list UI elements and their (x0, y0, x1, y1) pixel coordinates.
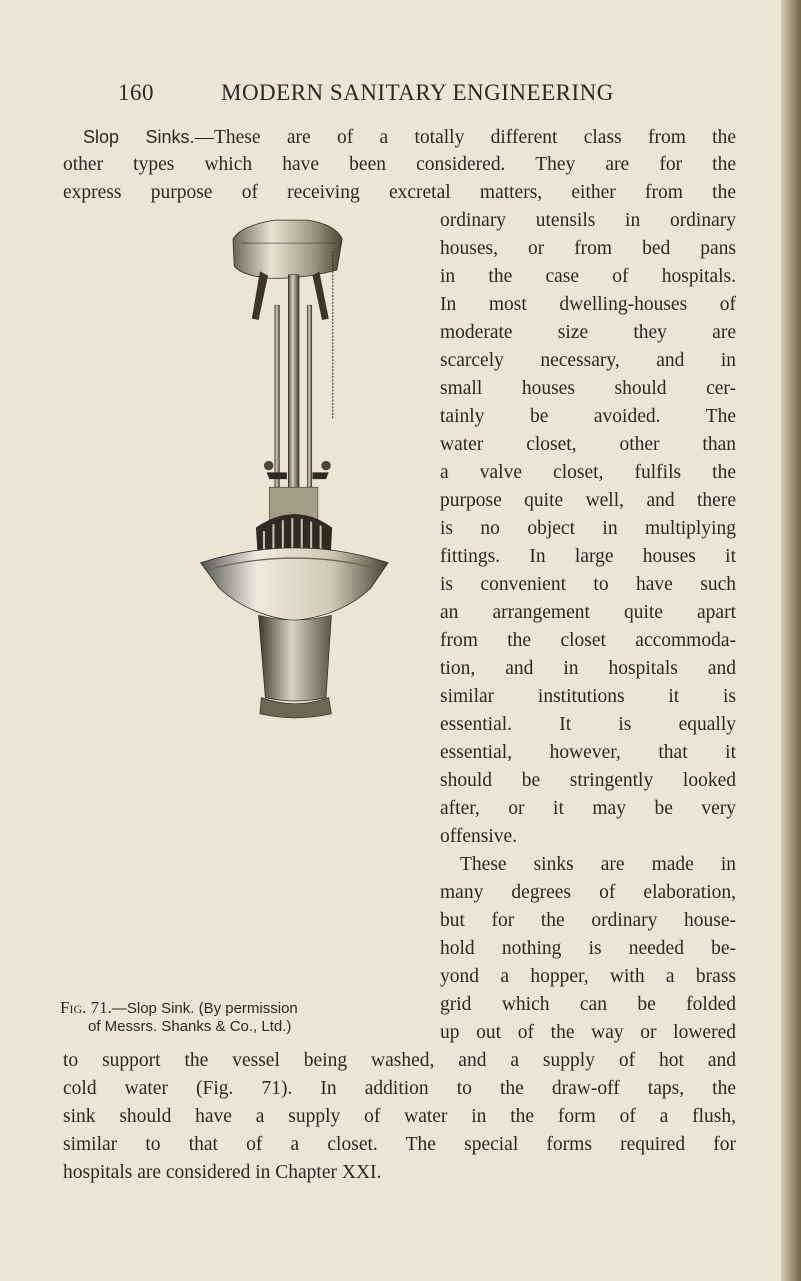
text-line: similar institutions it is (440, 686, 736, 707)
text-line: ordinary utensils in ordinary (440, 210, 736, 231)
text-line: essential. It is equally (440, 714, 736, 735)
text-line: after, or it may be very (440, 798, 736, 819)
text-line: purpose quite well, and there (440, 490, 736, 511)
text-line: express purpose of receiving excretal matters, either from the (63, 182, 736, 203)
text-line: many degrees of elaboration, (440, 882, 736, 903)
running-title: MODERN SANITARY ENGINEERING (221, 80, 614, 105)
text-line: an arrangement quite apart (440, 602, 736, 623)
text-line: scarcely necessary, and in (440, 350, 736, 371)
text-line: but for the ordinary house- (440, 910, 736, 931)
text-line: water closet, other than (440, 434, 736, 455)
text-line: These sinks are made in (460, 854, 736, 875)
text-line: Slop Sinks.—These are of a totally different class from the (83, 127, 736, 148)
figure-label: Fig. 71. (60, 998, 112, 1017)
page-number: 160 (118, 80, 154, 105)
text-line: grid which can be folded (440, 994, 736, 1015)
text-line: from the closet accommoda- (440, 630, 736, 651)
text-line: other types which have been considered. They are for the (63, 154, 736, 175)
running-header (118, 80, 718, 106)
slop-sink-illustration (150, 150, 440, 730)
text-line: is no object in multiplying (440, 518, 736, 539)
text-line: in the case of hospitals. (440, 266, 736, 287)
text-line: cold water (Fig. 71). In addition to the draw-off taps, the (63, 1078, 736, 1099)
section-heading: Slop Sinks. (83, 127, 195, 147)
text-line: fittings. In large houses it (440, 546, 736, 567)
text-line: a valve closet, fulfils the (440, 462, 736, 483)
figure-caption-credit: of Messrs. Shanks & Co., Ltd.) (88, 1018, 292, 1035)
text-line: is convenient to have such (440, 574, 736, 595)
text-line: yond a hopper, with a brass (440, 966, 736, 987)
text-line: tion, and in hospitals and (440, 658, 736, 679)
text-line: similar to that of a closet. The special forms required for (63, 1134, 736, 1155)
text-line: small houses should cer- (440, 378, 736, 399)
text-line: should be stringently looked (440, 770, 736, 791)
text-line: tainly be avoided. The (440, 406, 736, 427)
page-edge (781, 0, 801, 1281)
text-line: In most dwelling-houses of (440, 294, 736, 315)
text-line: up out of the way or lowered (440, 1022, 736, 1043)
text-line: offensive. (440, 826, 518, 847)
text-line: moderate size they are (440, 322, 736, 343)
text-line: sink should have a supply of water in the form of a flush, (63, 1106, 736, 1127)
slop-sink-drawing (150, 150, 440, 730)
text-line: to support the vessel being washed, and a supply of hot and (63, 1050, 736, 1071)
text-line: houses, or from bed pans (440, 238, 736, 259)
text-line: hospitals are considered in Chapter XXI. (63, 1162, 382, 1183)
text-line: essential, however, that it (440, 742, 736, 763)
figure-caption: Fig. 71.—Slop Sink. (By permission (60, 998, 298, 1017)
text-line: hold nothing is needed be- (440, 938, 736, 959)
